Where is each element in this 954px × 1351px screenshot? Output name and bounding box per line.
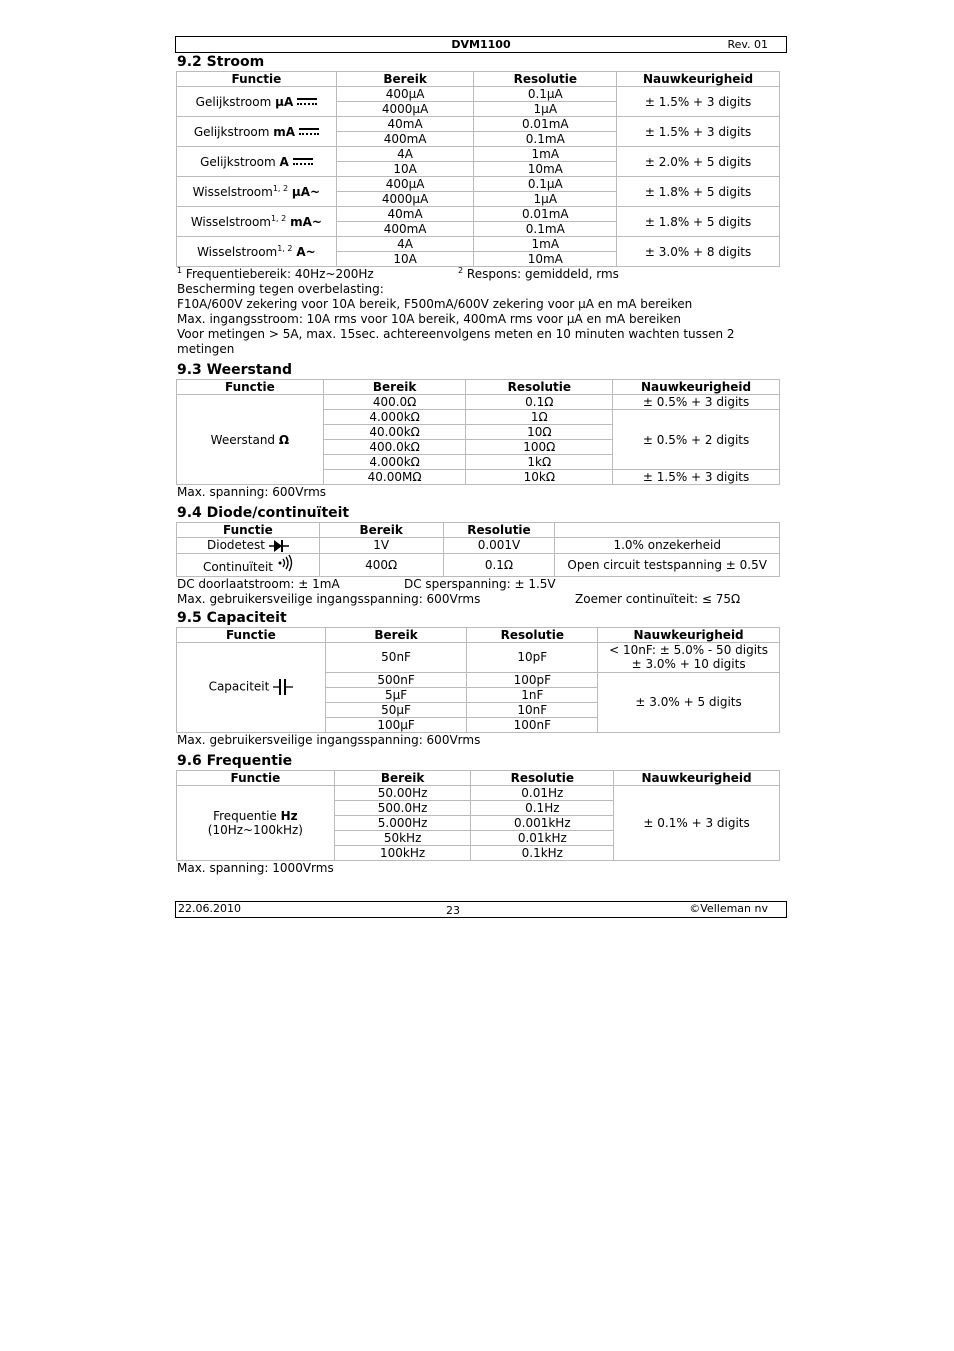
range-cell: 50kHz bbox=[334, 830, 471, 845]
range-cell: 500.0Hz bbox=[334, 800, 471, 815]
section-title-diode: 9.4 Diode/continuïteit bbox=[177, 505, 350, 521]
range-cell: 50µF bbox=[325, 702, 467, 717]
footnote-ref: 1, 2 bbox=[270, 213, 287, 223]
table-header-row bbox=[177, 523, 780, 538]
range-cell: 400.0kΩ bbox=[323, 440, 466, 455]
col-header: Bereik bbox=[334, 770, 471, 785]
col-header: Bereik bbox=[325, 627, 467, 642]
capaciteit-table bbox=[176, 627, 780, 733]
col-header: Functie bbox=[177, 523, 320, 538]
capacitor-icon bbox=[273, 678, 293, 696]
resolution-cell: 0.001V bbox=[443, 538, 555, 554]
accuracy-cell: ± 3.0% + 5 digits bbox=[598, 672, 780, 732]
col-header: Resolutie bbox=[443, 523, 555, 538]
footnote-ref: 1, 2 bbox=[277, 243, 293, 253]
accuracy-cell: ± 2.0% + 5 digits bbox=[617, 147, 780, 177]
range-cell: 100µF bbox=[325, 717, 467, 732]
table-row bbox=[177, 87, 780, 102]
range-cell: 400.0Ω bbox=[323, 395, 466, 410]
range-cell: 5.000Hz bbox=[334, 815, 471, 830]
table-row bbox=[177, 237, 780, 252]
function-unit: Ω bbox=[278, 432, 290, 447]
resolution-cell: 1Ω bbox=[466, 410, 613, 425]
function-label: Wisselstroom bbox=[192, 184, 273, 199]
stroom-table bbox=[176, 71, 780, 267]
page-footer bbox=[175, 901, 787, 918]
function-label: Gelijkstroom bbox=[195, 94, 276, 109]
col-header: Resolutie bbox=[466, 380, 613, 395]
col-header: Nauwkeurigheid bbox=[598, 627, 780, 642]
resolution-cell: 0.1mA bbox=[474, 132, 617, 147]
col-header: Functie bbox=[177, 627, 326, 642]
range-cell: 400Ω bbox=[319, 553, 443, 576]
note-line: Max. ingangsstroom: 10A rms voor 10A bereik, 400mA rms voor µA en mA bereiken bbox=[177, 312, 681, 326]
resolution-cell: 1µA bbox=[474, 192, 617, 207]
range-cell: 50nF bbox=[325, 642, 467, 672]
note-line: Voor metingen > 5A, max. 15sec. achtereenvolgens meten en 10 minuten wachten tussen 2 metingen bbox=[177, 327, 735, 356]
range-cell: 400mA bbox=[336, 222, 474, 237]
dc-symbol-icon bbox=[293, 157, 313, 167]
range-cell: 40mA bbox=[336, 117, 474, 132]
col-header: Functie bbox=[177, 72, 337, 87]
page-content bbox=[175, 36, 787, 876]
description-cell: 1.0% onzekerheid bbox=[555, 538, 780, 554]
range-cell: 4.000kΩ bbox=[323, 410, 466, 425]
col-header: Resolutie bbox=[474, 72, 617, 87]
resolution-cell: 0.01Hz bbox=[471, 785, 614, 800]
resolution-cell: 1nF bbox=[467, 687, 598, 702]
resolution-cell: 0.1Ω bbox=[466, 395, 613, 410]
accuracy-cell: ± 0.1% + 3 digits bbox=[614, 785, 780, 860]
resolution-cell: 1µA bbox=[474, 102, 617, 117]
function-label: Wisselstroom bbox=[190, 214, 271, 229]
resolution-cell: 0.1mA bbox=[474, 222, 617, 237]
frequentie-table bbox=[176, 770, 780, 861]
range-cell: 40.00kΩ bbox=[323, 425, 466, 440]
note-text: Zoemer continuïteit: ≤ 75Ω bbox=[575, 591, 741, 606]
col-header: Nauwkeurigheid bbox=[614, 770, 780, 785]
note-line: Bescherming tegen overbelasting: bbox=[177, 282, 384, 296]
col-header bbox=[555, 523, 780, 538]
function-label: Continuïteit bbox=[202, 560, 277, 575]
function-cell bbox=[177, 538, 320, 554]
resolution-cell: 10mA bbox=[474, 162, 617, 177]
section-title-stroom: 9.2 Stroom bbox=[177, 54, 265, 70]
range-cell: 400µA bbox=[336, 87, 474, 102]
function-range: (10Hz~100kHz) bbox=[207, 822, 303, 837]
range-cell: 5µF bbox=[325, 687, 467, 702]
range-cell: 400mA bbox=[336, 132, 474, 147]
resolution-cell: 100nF bbox=[467, 717, 598, 732]
note-line: F10A/600V zekering voor 10A bereik, F500mA/600V zekering voor µA en mA bereiken bbox=[177, 297, 693, 311]
function-cell bbox=[177, 785, 335, 860]
range-cell: 40mA bbox=[336, 207, 474, 222]
table-row bbox=[177, 785, 780, 800]
function-label: Wisselstroom bbox=[197, 244, 278, 259]
function-unit: Hz bbox=[280, 808, 298, 823]
note-text: DC sperspanning: ± 1.5V bbox=[404, 576, 556, 591]
table-row bbox=[177, 117, 780, 132]
resolution-cell: 10nF bbox=[467, 702, 598, 717]
col-header: Resolutie bbox=[467, 627, 598, 642]
resolution-cell: 10mA bbox=[474, 252, 617, 267]
note-text: DC doorlaatstroom: ± 1mA bbox=[177, 576, 340, 591]
resolution-cell: 0.1Hz bbox=[471, 800, 614, 815]
accuracy-line: < 10nF: ± 5.0% - 50 digits bbox=[609, 643, 769, 657]
table-row bbox=[177, 642, 780, 672]
function-unit: A~ bbox=[296, 244, 316, 259]
col-header: Bereik bbox=[336, 72, 474, 87]
footnote-1 bbox=[177, 267, 374, 281]
range-cell: 1V bbox=[319, 538, 443, 554]
resolution-cell: 0.01mA bbox=[474, 117, 617, 132]
diode-table bbox=[176, 522, 780, 577]
dc-symbol-icon bbox=[297, 97, 317, 107]
function-cell bbox=[177, 642, 326, 732]
table-row bbox=[177, 177, 780, 192]
range-cell: 10A bbox=[336, 252, 474, 267]
description-cell: Open circuit testspanning ± 0.5V bbox=[555, 553, 780, 576]
footnote-text: Frequentiebereik: 40Hz~200Hz bbox=[182, 267, 374, 281]
page-header bbox=[175, 36, 787, 53]
table-header-row bbox=[177, 770, 780, 785]
note-line: Max. gebruikersveilige ingangsspanning: 600Vrms bbox=[177, 732, 481, 747]
resolution-cell: 10Ω bbox=[466, 425, 613, 440]
function-label: Weerstand bbox=[210, 432, 279, 447]
range-cell: 4000µA bbox=[336, 192, 474, 207]
range-cell: 50.00Hz bbox=[334, 785, 471, 800]
function-unit: µA~ bbox=[291, 184, 321, 199]
doc-title: DVM1100 bbox=[451, 38, 511, 51]
resolution-cell: 0.001kHz bbox=[471, 815, 614, 830]
col-header: Nauwkeurigheid bbox=[617, 72, 780, 87]
function-cell bbox=[177, 117, 337, 147]
accuracy-cell: ± 3.0% + 8 digits bbox=[617, 237, 780, 267]
table-row bbox=[177, 207, 780, 222]
footer-date: 22.06.2010 bbox=[178, 902, 241, 915]
footnote-2 bbox=[458, 267, 619, 282]
weerstand-table bbox=[176, 379, 780, 485]
resolution-cell: 1mA bbox=[474, 237, 617, 252]
table-row bbox=[177, 553, 780, 576]
function-label: Gelijkstroom bbox=[200, 154, 280, 169]
resolution-cell: 1kΩ bbox=[466, 455, 613, 470]
table-header-row bbox=[177, 380, 780, 395]
range-cell: 500nF bbox=[325, 672, 467, 687]
function-cell bbox=[177, 207, 337, 237]
function-label: Gelijkstroom bbox=[193, 124, 274, 139]
resolution-cell: 0.1Ω bbox=[443, 553, 555, 576]
footnotes bbox=[175, 267, 787, 282]
doc-revision: Rev. 01 bbox=[727, 38, 768, 51]
footnote-mark: 1 bbox=[177, 266, 183, 275]
col-header: Nauwkeurigheid bbox=[613, 380, 780, 395]
accuracy-cell bbox=[598, 642, 780, 672]
accuracy-line: ± 3.0% + 10 digits bbox=[631, 657, 746, 671]
function-label bbox=[177, 809, 334, 823]
function-label: Diodetest bbox=[207, 538, 269, 552]
dc-symbol-icon bbox=[299, 127, 319, 137]
function-label: Capaciteit bbox=[208, 679, 274, 694]
buzzer-icon bbox=[277, 554, 293, 572]
section-title-capaciteit: 9.5 Capaciteit bbox=[177, 609, 287, 626]
resolution-cell: 0.1kHz bbox=[471, 845, 614, 860]
footnote-text: Respons: gemiddeld, rms bbox=[463, 267, 619, 281]
range-cell: 100kHz bbox=[334, 845, 471, 860]
function-unit: mA~ bbox=[290, 214, 322, 229]
section-title-weerstand: 9.3 Weerstand bbox=[177, 362, 292, 378]
function-unit: A bbox=[279, 154, 289, 169]
range-cell: 40.00MΩ bbox=[323, 470, 466, 485]
col-header: Functie bbox=[177, 770, 335, 785]
function-cell bbox=[177, 395, 324, 485]
resolution-cell: 0.01mA bbox=[474, 207, 617, 222]
range-cell: 4A bbox=[336, 147, 474, 162]
col-header: Bereik bbox=[319, 523, 443, 538]
function-unit: mA bbox=[273, 124, 296, 139]
footnote-ref: 1, 2 bbox=[272, 183, 289, 193]
function-cell bbox=[177, 87, 337, 117]
accuracy-cell: ± 0.5% + 2 digits bbox=[613, 410, 780, 470]
col-header: Resolutie bbox=[471, 770, 614, 785]
resolution-cell: 1mA bbox=[474, 147, 617, 162]
function-cell bbox=[177, 147, 337, 177]
resolution-cell: 10pF bbox=[467, 642, 598, 672]
note-line: Max. spanning: 1000Vrms bbox=[177, 860, 334, 875]
resolution-cell: 0.1µA bbox=[474, 177, 617, 192]
table-row bbox=[177, 538, 780, 554]
footer-copyright: ©Velleman nv bbox=[689, 902, 768, 915]
col-header: Functie bbox=[177, 380, 324, 395]
resolution-cell: 100pF bbox=[467, 672, 598, 687]
resolution-cell: 100Ω bbox=[466, 440, 613, 455]
accuracy-cell: ± 1.8% + 5 digits bbox=[617, 177, 780, 207]
function-unit: µA bbox=[275, 94, 294, 109]
resolution-cell: 0.1µA bbox=[474, 87, 617, 102]
note-line: Max. spanning: 600Vrms bbox=[177, 485, 327, 499]
function-text: Frequentie bbox=[213, 808, 281, 823]
resolution-cell: 10kΩ bbox=[466, 470, 613, 485]
table-row bbox=[177, 147, 780, 162]
function-cell bbox=[177, 177, 337, 207]
table-row bbox=[177, 395, 780, 410]
function-cell bbox=[177, 553, 320, 576]
table-header-row bbox=[177, 627, 780, 642]
accuracy-cell: ± 1.8% + 5 digits bbox=[617, 207, 780, 237]
range-cell: 4A bbox=[336, 237, 474, 252]
col-header: Bereik bbox=[323, 380, 466, 395]
accuracy-cell: ± 0.5% + 3 digits bbox=[613, 395, 780, 410]
accuracy-cell: ± 1.5% + 3 digits bbox=[613, 470, 780, 485]
section-title-frequentie: 9.6 Frequentie bbox=[177, 752, 293, 769]
range-cell: 10A bbox=[336, 162, 474, 177]
note-text: Max. gebruikersveilige ingangsspanning: 600Vrms bbox=[177, 591, 481, 606]
accuracy-cell: ± 1.5% + 3 digits bbox=[617, 117, 780, 147]
range-cell: 400µA bbox=[336, 177, 474, 192]
accuracy-cell: ± 1.5% + 3 digits bbox=[617, 87, 780, 117]
page-number: 23 bbox=[446, 904, 460, 917]
function-cell bbox=[177, 237, 337, 267]
resolution-cell: 0.01kHz bbox=[471, 830, 614, 845]
table-header-row bbox=[177, 72, 780, 87]
diode-icon bbox=[269, 539, 289, 553]
note-line bbox=[175, 577, 787, 592]
range-cell: 4000µA bbox=[336, 102, 474, 117]
note-line bbox=[175, 592, 787, 607]
range-cell: 4.000kΩ bbox=[323, 455, 466, 470]
footnote-mark: 2 bbox=[458, 266, 464, 275]
